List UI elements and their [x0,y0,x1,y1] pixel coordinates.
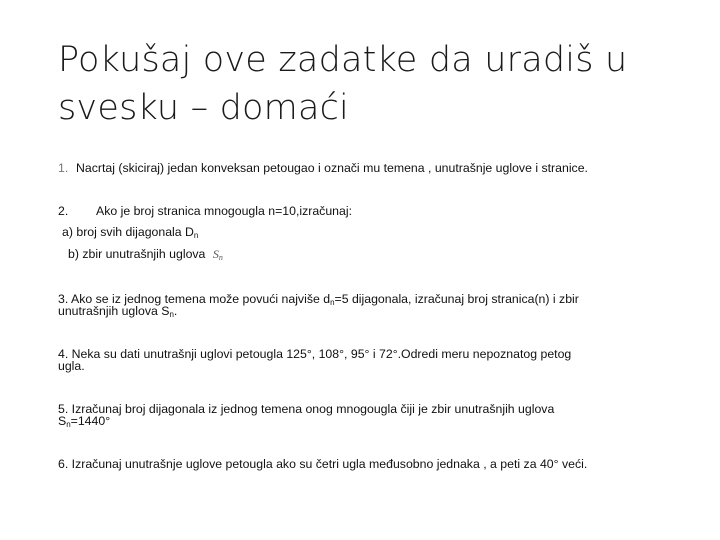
task-3-text-c: unutrašnjih uglova S [58,304,170,318]
task-3-line-2 [58,305,177,321]
task-2b-text: b) zbir unutrašnjih uglova [68,247,206,261]
task-2b [68,248,223,264]
task-2b-subscript: n [218,253,223,262]
task-2a-subscript: n [193,231,199,240]
task-4-line-1: 4. Neka su dati unutrašnji uglovi petougla 125°, 108°, 95° i 72°.Odredi meru nepoznatog petog [58,347,572,361]
task-1-number: 1. [58,161,69,175]
task-2-heading [58,205,352,217]
task-6: 6. Izračunaj unutrašnje uglove petougla ako su četri ugla međusobno jednaka , a peti za 40° veći. [58,457,588,471]
task-2-number: 2. [58,204,69,218]
task-3-subscript-2: n [169,310,174,319]
task-5-line-1: 5. Izračunaj broj dijagonala iz jednog temena onog mnogougla čiji je zbir unutrašnjih uglova [58,402,555,416]
task-3-subscript-1: n [330,298,335,307]
task-5-subscript: n [66,420,71,429]
slide-title: Pokušaj ove zadatke da uradiš u svesku – domaći [58,40,628,128]
task-2b-symbol: S [212,247,219,261]
task-2a [62,226,198,242]
task-3-text-a: 3. Ako se iz jednog temena može povući najviše d [58,292,331,306]
task-4-line-2: ugla. [58,359,85,373]
task-3-text-b: =5 dijagonala, izračunaj broj stranica(n) i zbir [334,292,579,306]
task-2-text: Ako je broj stranica mnogougla n=10,izračunaj: [96,204,352,218]
task-1 [58,162,588,174]
task-1-text: Nacrtaj (skiciraj) jedan konveksan petougao i označi mu temena , unutrašnje uglove i stranice. [76,161,588,175]
task-5-line-2 [58,415,110,431]
task-2a-text: a) broj svih dijagonala D [62,225,194,239]
task-5-text-a: S [58,414,67,428]
task-5-text-b: =1440° [70,414,111,428]
task-3-text-d: . [173,304,178,318]
